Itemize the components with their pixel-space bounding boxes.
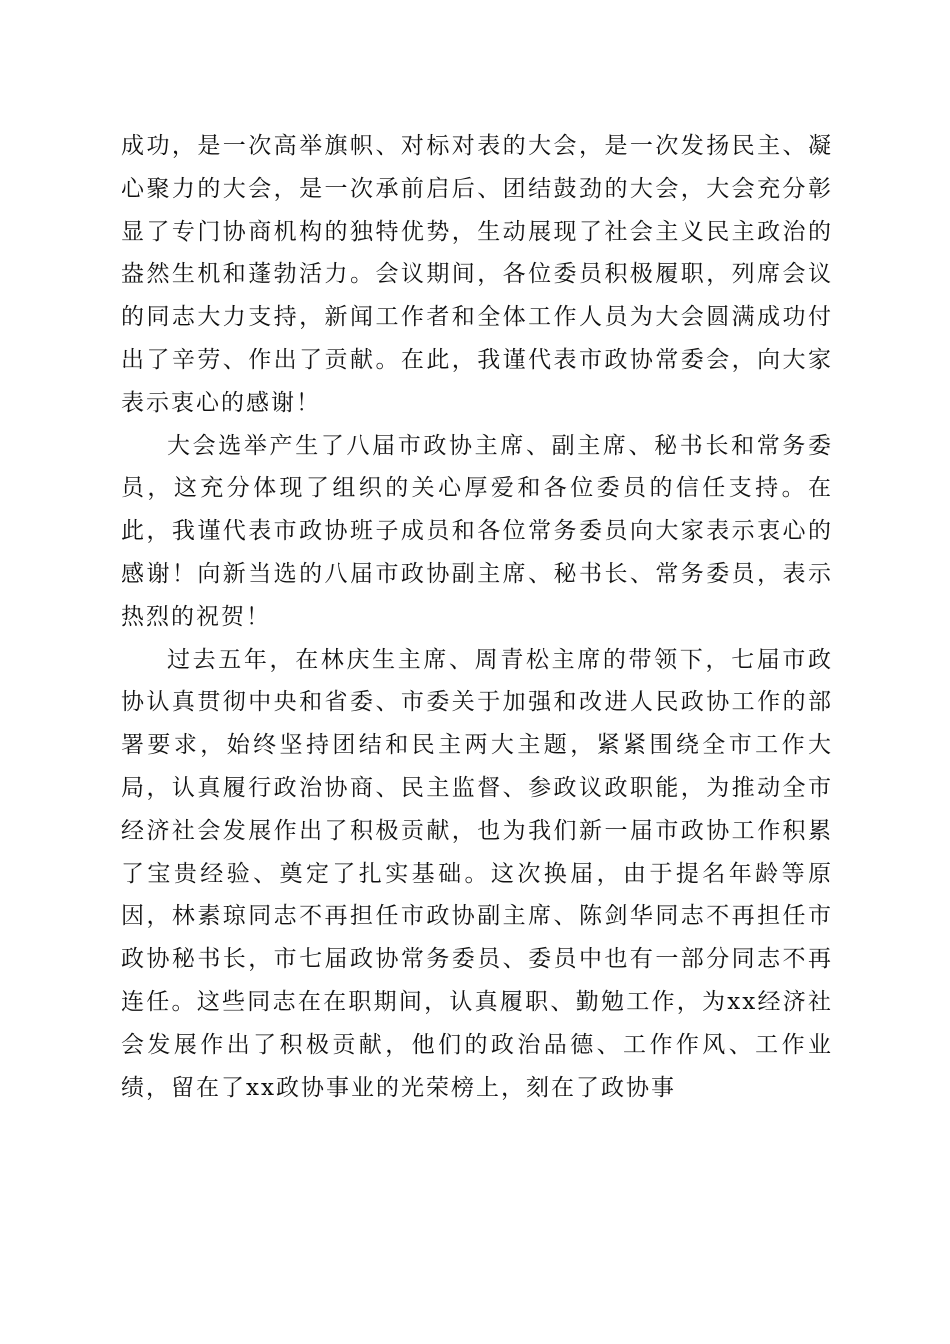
document-body [121, 125, 833, 1109]
paragraph-election: 大会选举产生了八届市政协主席、副主席、秘书长和常务委员，这充分体现了组织的关心厚爱和各位委员的信任支持。在此，我谨代表市政协班子成员和各位常务委员向大家表示衷心的感谢！向新当选的八届市政协副主席、秘书长、常务委员，表示热烈的祝贺！ [121, 432, 833, 630]
paragraph-continuation: 成功，是一次高举旗帜、对标对表的大会，是一次发扬民主、凝心聚力的大会，是一次承前启后、团结鼓劲的大会，大会充分彰显了专门协商机构的独特优势，生动展现了社会主义民主政治的盎然生机和蓬勃活力。会议期间，各位委员积极履职，列席会议的同志大力支持，新闻工作者和全体工作人员为大会圆满成功付出了辛劳、作出了贡献。在此，我谨代表市政协常委会，向大家表示衷心的感谢！ [121, 133, 833, 416]
paragraph-past-five-years: 过去五年，在林庆生主席、周青松主席的带领下，七届市政协认真贯彻中央和省委、市委关于加强和改进人民政协工作的部署要求，始终坚持团结和民主两大主题，紧紧围绕全市工作大局，认真履行政治协商、民主监督、参政议政职能，为推动全市经济社会发展作出了积极贡献，也为我们新一届市政协工作积累了宝贵经验、奠定了扎实基础。这次换届，由于提名年龄等原因，林素琼同志不再担任市政协副主席、陈剑华同志不再担任市政协秘书长，市七届政协常务委员、委员中也有一部分同志不再连任。这些同志在在职期间，认真履职、勤勉工作，为xx经济社会发展作出了积极贡献，他们的政治品德、工作作风、工作业绩，留在了xx政协事业的光荣榜上，刻在了政协事 [121, 646, 833, 1101]
